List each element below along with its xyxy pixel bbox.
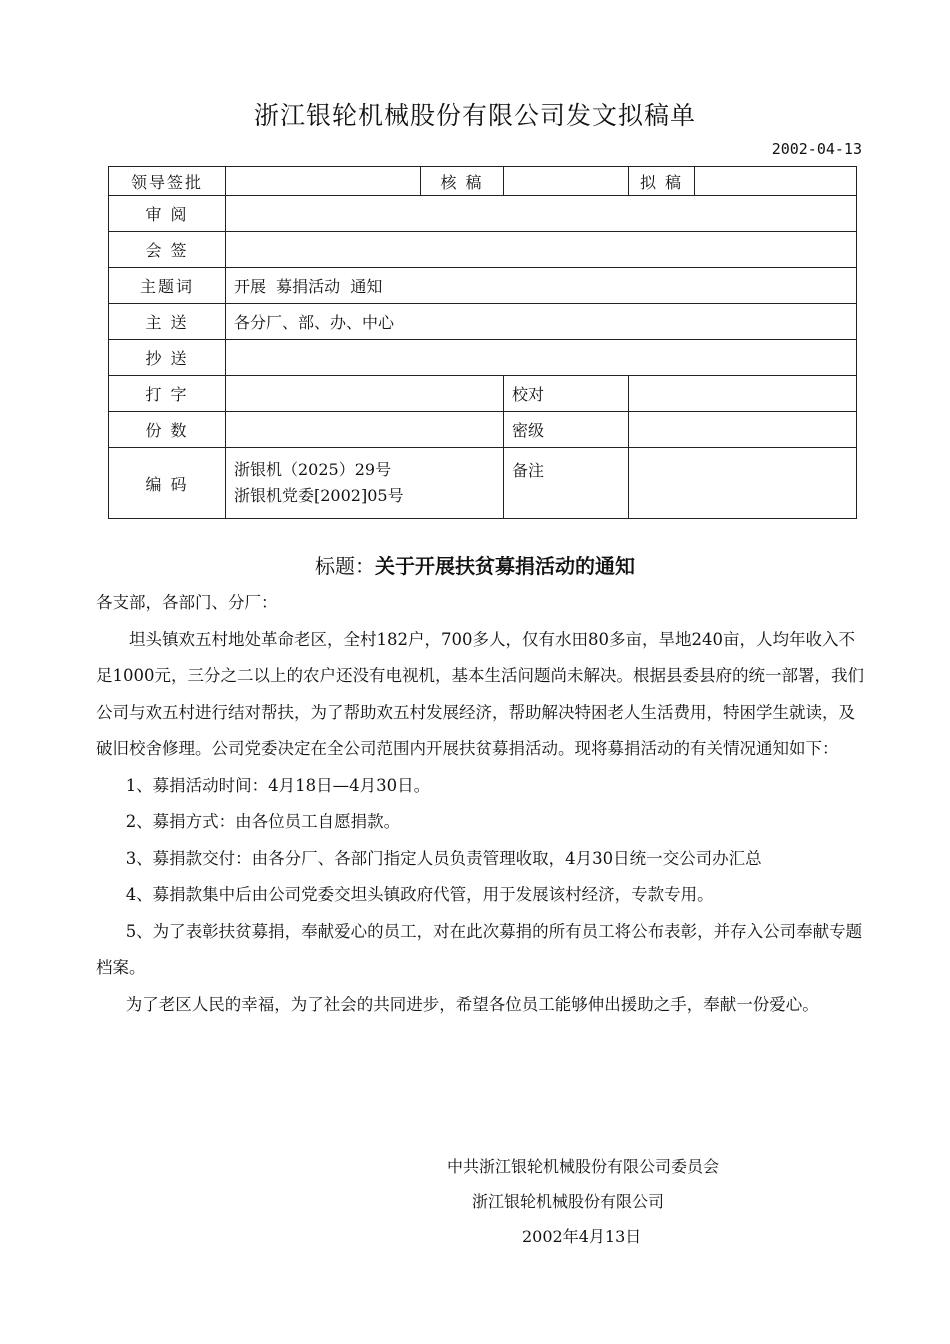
review-value (504, 167, 629, 196)
secret-label: 密级 (504, 412, 629, 448)
form-row-countersign (109, 232, 857, 268)
draft-form-table (108, 166, 857, 519)
form-row-type (109, 376, 857, 412)
copies-label: 份 数 (109, 412, 226, 448)
closing-paragraph: 为了老区人民的幸福，为了社会的共同进步，希望各位员工能够伸出援助之手，奉献一份爱心。 (125, 994, 819, 1014)
code-value (226, 448, 504, 519)
document-title: 浙江银轮机械股份有限公司发文拟稿单 (253, 101, 696, 130)
form-row-to (109, 304, 857, 340)
countersign-value (226, 232, 857, 268)
leader-label: 领导签批 (109, 167, 226, 196)
list-item-1: 1、募捐活动时间：4月18日—4月30日。 (125, 775, 431, 795)
form-row-keyword (109, 268, 857, 304)
code-line-1: 浙银机（2025）29号 (234, 460, 392, 479)
keyword-label: 主题词 (109, 268, 226, 304)
countersign-label: 会 签 (109, 232, 226, 268)
form-row-copies (109, 412, 857, 448)
proof-label: 校对 (504, 376, 629, 412)
signature-org-company: 浙江银轮机械股份有限公司 (472, 1192, 665, 1211)
proof-value (629, 376, 857, 412)
type-label: 打 字 (109, 376, 226, 412)
form-row-leader (109, 167, 857, 196)
note-value (629, 448, 857, 519)
cc-value (226, 340, 857, 376)
read-label: 审 阅 (109, 196, 226, 232)
list-item-5: 5、为了表彰扶贫募捐，奉献爱心的员工，对在此次募捐的所有员工将公布表彰，并存入公司奉献专题档案。 (96, 921, 863, 977)
notice-title (0, 550, 950, 579)
cc-label: 抄 送 (109, 340, 226, 376)
form-row-code (109, 448, 857, 519)
form-row-cc (109, 340, 857, 376)
notice-body (96, 585, 866, 1023)
notice-title-main: 关于开展扶贫募捐活动的通知 (375, 554, 635, 578)
read-value (226, 196, 857, 232)
code-label: 编 码 (109, 448, 226, 519)
to-label: 主 送 (109, 304, 226, 340)
form-row-read (109, 196, 857, 232)
copies-value (226, 412, 504, 448)
note-label: 备注 (504, 448, 629, 519)
code-line-2: 浙银机党委[2002]05号 (234, 486, 404, 505)
leader-value (226, 167, 421, 196)
salutation: 各支部，各部门、分厂： (96, 593, 278, 612)
list-item-2: 2、募捐方式：由各位员工自愿捐款。 (125, 812, 401, 831)
secret-value (629, 412, 857, 448)
draft-label: 拟 稿 (629, 167, 695, 196)
review-label: 核 稿 (421, 167, 504, 196)
paragraph-intro: 坦头镇欢五村地处革命老区，全村182户，700多人，仅有水田80多亩，旱地240亩，人均年收入不足1000元，三分之二以上的农户还没有电视机，基本生活问题尚未解决。根据县委县府的统一部署，我们公司与欢五村进行结对帮扶，为了帮助欢五村发展经济，帮助解决特困老人生活费用，特困学生就读，及破旧校舍修理。公司党委决定在全公司范围内开展扶贫募捐活动。现将募捐活动的有关情况通知如下： (96, 629, 864, 758)
signature-date: 2002年4月13日 (522, 1227, 642, 1246)
list-item-4: 4、募捐款集中后由公司党委交坦头镇政府代管，用于发展该村经济，专款专用。 (125, 885, 714, 904)
draft-value (695, 167, 857, 196)
type-value (226, 376, 504, 412)
list-item-3: 3、募捐款交付：由各分厂、各部门指定人员负责管理收取，4月30日统一交公司办汇总 (125, 848, 762, 868)
keyword-value: 开展 募捐活动 通知 (226, 268, 857, 304)
notice-title-prefix: 标题： (315, 554, 375, 578)
signature-org-party: 中共浙江银轮机械股份有限公司委员会 (447, 1157, 720, 1176)
to-value: 各分厂、部、办、中心 (226, 304, 857, 340)
document-date: 2002-04-13 (771, 140, 862, 158)
